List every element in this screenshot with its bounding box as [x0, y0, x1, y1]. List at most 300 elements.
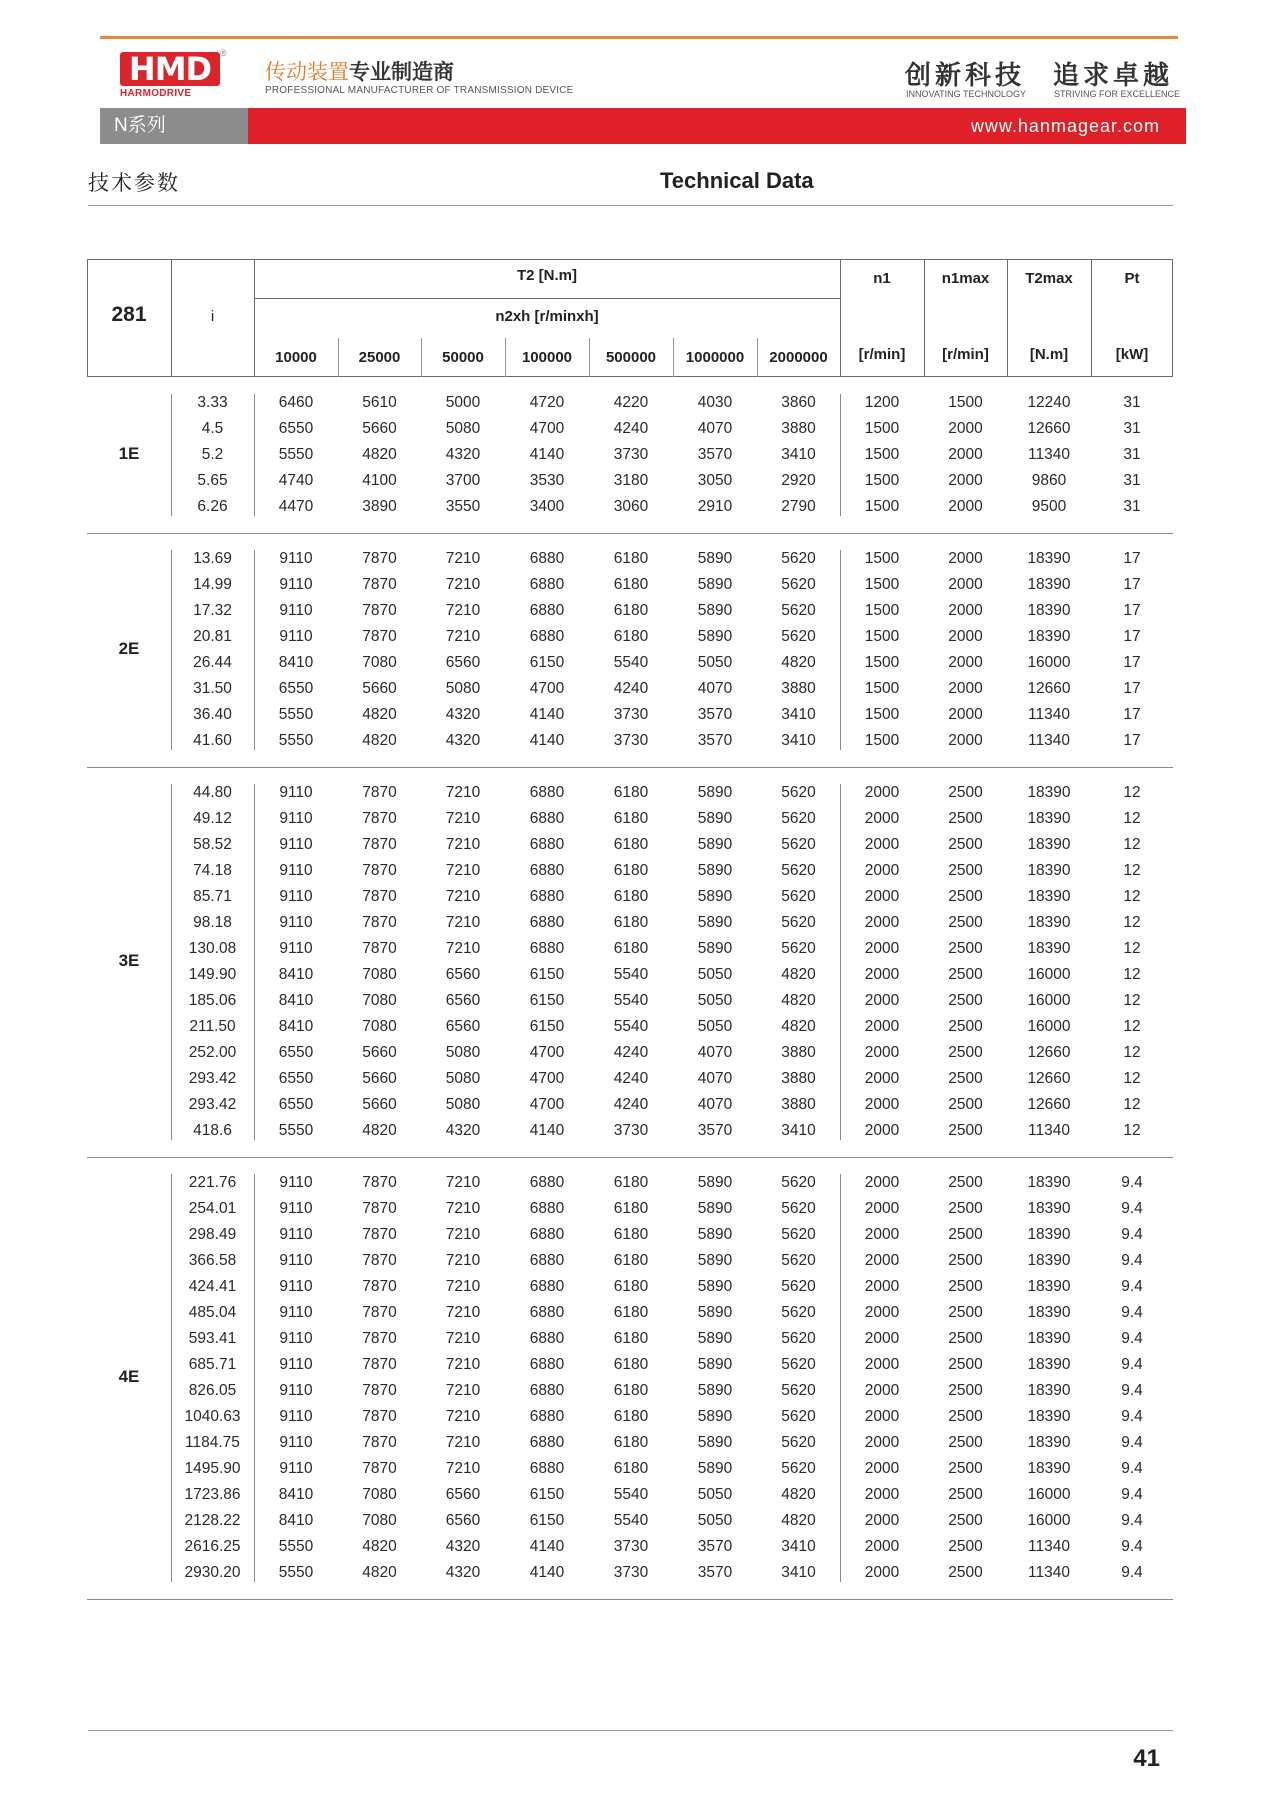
t2max-unit: [N.m] [1029, 346, 1069, 363]
value-cell: 5550 [278, 1564, 314, 1581]
value-cell: 6880 [529, 1226, 565, 1243]
group-col-divider [171, 1174, 172, 1582]
value-cell: 2500 [948, 1200, 983, 1217]
value-cell: 5050 [697, 992, 733, 1009]
value-cell: 4320 [445, 1122, 481, 1139]
value-cell: 2500 [948, 966, 983, 983]
value-cell: 6880 [529, 1200, 565, 1217]
value-cell: 5620 [781, 1200, 816, 1217]
value-cell: 6880 [529, 810, 565, 827]
value-cell: 3410 [781, 732, 816, 749]
company-logo [120, 48, 227, 100]
value-cell: 9.4 [1121, 1486, 1143, 1503]
value-cell: 2000 [864, 1486, 900, 1503]
value-cell: 2000 [864, 1512, 900, 1529]
tagline-cn-part-b: 专业制造商 [349, 61, 454, 84]
value-cell: 5550 [278, 706, 314, 723]
value-cell: 6150 [529, 654, 565, 671]
value-cell: 2500 [948, 992, 983, 1009]
value-cell: 6180 [613, 1252, 649, 1269]
value-cell: 7210 [445, 1278, 481, 1295]
ratio-cell: 1723.86 [184, 1486, 241, 1503]
ratio-cell: 2930.20 [184, 1564, 241, 1581]
group-separator [87, 533, 1173, 534]
value-cell: 3570 [697, 1538, 733, 1555]
value-cell: 16000 [1027, 992, 1071, 1009]
page-number: 41 [1133, 1745, 1160, 1772]
value-cell: 12 [1123, 992, 1141, 1009]
speed-header: 50000 [442, 349, 484, 366]
value-cell: 12 [1123, 862, 1141, 879]
value-cell: 5890 [697, 1330, 733, 1347]
ratio-cell: 4.5 [201, 420, 224, 437]
value-cell: 9.4 [1121, 1408, 1143, 1425]
value-cell: 18390 [1027, 836, 1071, 853]
value-cell: 7870 [362, 1460, 397, 1477]
value-cell: 18390 [1027, 1252, 1071, 1269]
value-cell: 4140 [529, 446, 565, 463]
value-cell: 6180 [613, 940, 649, 957]
value-cell: 2790 [781, 498, 816, 515]
value-cell: 3400 [529, 498, 565, 515]
value-cell: 9110 [279, 1460, 313, 1477]
value-cell: 2000 [864, 784, 900, 801]
value-cell: 3410 [781, 446, 816, 463]
value-cell: 5890 [697, 1252, 733, 1269]
value-cell: 9110 [279, 1304, 313, 1321]
value-cell: 6880 [529, 1278, 565, 1295]
speed-header: 10000 [275, 349, 317, 366]
value-cell: 6180 [613, 810, 649, 827]
value-cell: 2000 [864, 836, 900, 853]
value-cell: 5620 [781, 576, 816, 593]
value-cell: 7210 [445, 602, 481, 619]
value-cell: 5890 [697, 1278, 733, 1295]
ratio-cell: 26.44 [193, 654, 232, 671]
value-cell: 5080 [445, 1096, 481, 1113]
value-cell: 6880 [529, 940, 565, 957]
value-cell: 5000 [445, 394, 481, 411]
value-cell: 16000 [1027, 1512, 1071, 1529]
section-title-cn: 技术参数 [88, 172, 180, 195]
value-cell: 2500 [948, 1070, 983, 1087]
value-cell: 9110 [279, 576, 313, 593]
value-cell: 2000 [864, 1096, 900, 1113]
ratio-cell: 2616.25 [184, 1538, 241, 1555]
value-cell: 7080 [362, 992, 397, 1009]
value-cell: 6180 [613, 1278, 649, 1295]
tagline-en: PROFESSIONAL MANUFACTURER OF TRANSMISSION DEVICE [265, 85, 574, 96]
value-cell: 7210 [445, 576, 481, 593]
value-cell: 9110 [279, 888, 313, 905]
value-cell: 2000 [864, 1356, 900, 1373]
value-cell: 2500 [948, 1408, 983, 1425]
value-cell: 9110 [279, 1356, 313, 1373]
value-cell: 5620 [781, 914, 816, 931]
value-cell: 2500 [948, 914, 983, 931]
speed-header: 1000000 [685, 349, 745, 366]
value-cell: 5660 [362, 420, 397, 437]
value-cell: 6150 [529, 966, 565, 983]
value-cell: 6180 [613, 576, 649, 593]
value-cell: 2000 [864, 1460, 900, 1477]
value-cell: 7870 [362, 1356, 397, 1373]
value-cell: 7870 [362, 862, 397, 879]
group-label: 2E [118, 639, 140, 658]
value-cell: 16000 [1027, 654, 1071, 671]
ratio-cell: 130.08 [188, 940, 237, 957]
group-separator [87, 1157, 1173, 1158]
value-cell: 3570 [697, 732, 733, 749]
value-cell: 7080 [362, 1512, 397, 1529]
value-cell: 9110 [279, 810, 313, 827]
value-cell: 6560 [445, 992, 481, 1009]
value-cell: 2000 [948, 602, 983, 619]
value-cell: 2500 [948, 1486, 983, 1503]
value-cell: 2000 [864, 1564, 900, 1581]
value-cell: 7870 [362, 1226, 397, 1243]
value-cell: 5890 [697, 1304, 733, 1321]
value-cell: 6550 [278, 420, 314, 437]
value-cell: 5620 [781, 888, 816, 905]
value-cell: 7870 [362, 1330, 397, 1347]
value-cell: 6880 [529, 862, 565, 879]
value-cell: 18390 [1027, 810, 1071, 827]
value-cell: 2000 [864, 810, 900, 827]
value-cell: 6880 [529, 836, 565, 853]
value-cell: 2000 [864, 1122, 900, 1139]
value-cell: 12660 [1027, 1070, 1071, 1087]
value-cell: 6150 [529, 992, 565, 1009]
value-cell: 2500 [948, 1278, 983, 1295]
value-cell: 3050 [697, 472, 733, 489]
value-cell: 7210 [445, 1252, 481, 1269]
value-cell: 5610 [362, 394, 397, 411]
value-cell: 4030 [697, 394, 733, 411]
value-cell: 6180 [613, 1382, 649, 1399]
ratio-cell: 14.99 [193, 576, 232, 593]
ratio-cell: 252.00 [188, 1044, 237, 1061]
value-cell: 4820 [362, 1122, 397, 1139]
value-cell: 11340 [1028, 1538, 1070, 1555]
value-cell: 9.4 [1121, 1278, 1143, 1295]
value-cell: 9.4 [1121, 1330, 1143, 1347]
value-cell: 2000 [864, 1044, 900, 1061]
value-cell: 6880 [529, 1434, 565, 1451]
value-cell: 4240 [613, 1070, 649, 1087]
value-cell: 18390 [1027, 550, 1071, 567]
value-cell: 1500 [864, 680, 900, 697]
value-cell: 18390 [1027, 888, 1071, 905]
ratio-cell: 85.71 [193, 888, 232, 905]
value-cell: 18390 [1027, 1174, 1071, 1191]
value-cell: 5620 [781, 1174, 816, 1191]
value-cell: 3730 [613, 706, 649, 723]
value-cell: 9500 [1031, 498, 1067, 515]
ratio-cell: 20.81 [193, 628, 232, 645]
value-cell: 7210 [445, 1434, 481, 1451]
value-cell: 18390 [1027, 1382, 1071, 1399]
group-col-divider [840, 394, 841, 516]
value-cell: 16000 [1027, 1018, 1071, 1035]
value-cell: 6880 [529, 550, 565, 567]
value-cell: 3880 [781, 1070, 816, 1087]
value-cell: 7870 [362, 1304, 397, 1321]
slogan-innovating-cn: 创新科技 [905, 61, 1026, 91]
value-cell: 5890 [697, 1356, 733, 1373]
value-cell: 9.4 [1121, 1460, 1143, 1477]
value-cell: 11340 [1028, 446, 1070, 463]
value-cell: 4820 [362, 706, 397, 723]
value-cell: 3060 [613, 498, 649, 515]
value-cell: 2500 [948, 1564, 983, 1581]
value-cell: 6880 [529, 888, 565, 905]
value-cell: 6550 [278, 1044, 314, 1061]
ratio-cell: 298.49 [188, 1226, 237, 1243]
value-cell: 17 [1123, 680, 1141, 697]
value-cell: 2000 [864, 1018, 900, 1035]
speed-header: 25000 [358, 349, 401, 366]
value-cell: 7210 [445, 1200, 481, 1217]
value-cell: 2000 [948, 498, 983, 515]
value-cell: 7870 [362, 628, 397, 645]
value-cell: 12 [1123, 1122, 1141, 1139]
value-cell: 3550 [445, 498, 481, 515]
value-cell: 4320 [445, 706, 481, 723]
value-cell: 7210 [445, 1330, 481, 1347]
value-cell: 5890 [697, 1226, 733, 1243]
value-cell: 12660 [1027, 420, 1071, 437]
value-cell: 5660 [362, 1044, 397, 1061]
value-cell: 18390 [1027, 862, 1071, 879]
ratio-cell: 293.42 [188, 1070, 237, 1087]
value-cell: 1500 [864, 628, 900, 645]
header-t2-underline [254, 298, 840, 299]
ratio-cell: 36.40 [193, 706, 232, 723]
value-cell: 6880 [529, 1460, 565, 1477]
n1-header: n1 [873, 270, 891, 287]
value-cell: 31 [1123, 472, 1141, 489]
logo-wordmark: HARMODRIVE [120, 88, 192, 99]
value-cell: 2500 [948, 1330, 983, 1347]
value-cell: 6880 [529, 1356, 565, 1373]
value-cell: 9110 [279, 1200, 313, 1217]
tagline-cn-part-a: 传动装置 [265, 61, 349, 84]
value-cell: 2500 [948, 888, 983, 905]
value-cell: 2000 [864, 1434, 900, 1451]
value-cell: 2000 [864, 1226, 900, 1243]
value-cell: 1500 [864, 472, 900, 489]
value-cell: 12660 [1027, 1096, 1071, 1113]
series-label: N系列 [100, 108, 248, 144]
value-cell: 12240 [1027, 394, 1071, 411]
group-label: 4E [118, 1367, 140, 1386]
value-cell: 6180 [613, 1174, 649, 1191]
value-cell: 5540 [613, 966, 649, 983]
value-cell: 17 [1123, 654, 1141, 671]
value-cell: 7870 [362, 1252, 397, 1269]
value-cell: 2000 [948, 446, 983, 463]
value-cell: 1500 [864, 420, 900, 437]
value-cell: 8410 [278, 1018, 314, 1035]
group-col-divider [171, 784, 172, 1140]
value-cell: 6180 [613, 1200, 649, 1217]
group-separator [87, 1599, 1173, 1600]
value-cell: 2000 [864, 1538, 900, 1555]
value-cell: 5890 [697, 576, 733, 593]
value-cell: 16000 [1027, 1486, 1071, 1503]
ratio-cell: 44.80 [193, 784, 232, 801]
value-cell: 2000 [864, 1278, 900, 1295]
value-cell: 5890 [697, 1434, 733, 1451]
ratio-cell: 1495.90 [184, 1460, 241, 1477]
value-cell: 4240 [613, 1096, 649, 1113]
value-cell: 4240 [613, 1044, 649, 1061]
value-cell: 1200 [864, 394, 900, 411]
value-cell: 3570 [697, 1122, 733, 1139]
value-cell: 8410 [278, 1486, 314, 1503]
value-cell: 7210 [445, 550, 481, 567]
value-cell: 17 [1123, 550, 1141, 567]
value-cell: 4820 [781, 1512, 816, 1529]
value-cell: 2500 [948, 1044, 983, 1061]
value-cell: 6560 [445, 1512, 481, 1529]
value-cell: 5620 [781, 1356, 816, 1373]
pt-header: Pt [1124, 270, 1140, 287]
value-cell: 5620 [781, 1226, 816, 1243]
value-cell: 5890 [697, 888, 733, 905]
value-cell: 5890 [697, 602, 733, 619]
group-label: 3E [118, 951, 140, 970]
ratio-cell: 826.05 [188, 1382, 237, 1399]
value-cell: 6880 [529, 784, 565, 801]
value-cell: 2500 [948, 810, 983, 827]
value-cell: 4240 [613, 420, 649, 437]
ratio-cell: 5.2 [201, 446, 224, 463]
value-cell: 2500 [948, 940, 983, 957]
ratio-header: i [210, 308, 215, 325]
value-cell: 5890 [697, 1460, 733, 1477]
value-cell: 7210 [445, 1174, 481, 1191]
n1-unit: [r/min] [858, 346, 906, 363]
value-cell: 5540 [613, 1512, 649, 1529]
value-cell: 5890 [697, 940, 733, 957]
value-cell: 9110 [279, 1278, 313, 1295]
value-cell: 3880 [781, 1096, 816, 1113]
value-cell: 4070 [697, 1044, 733, 1061]
value-cell: 2000 [864, 1200, 900, 1217]
value-cell: 31 [1123, 420, 1141, 437]
value-cell: 5540 [613, 654, 649, 671]
value-cell: 11340 [1028, 732, 1070, 749]
value-cell: 5890 [697, 784, 733, 801]
value-cell: 7080 [362, 1018, 397, 1035]
value-cell: 3410 [781, 1538, 816, 1555]
value-cell: 9.4 [1121, 1382, 1143, 1399]
value-cell: 5620 [781, 1460, 816, 1477]
value-cell: 2500 [948, 1018, 983, 1035]
value-cell: 5620 [781, 628, 816, 645]
value-cell: 6880 [529, 1252, 565, 1269]
value-cell: 18390 [1027, 1408, 1071, 1425]
value-cell: 6880 [529, 628, 565, 645]
value-cell: 1500 [864, 550, 900, 567]
value-cell: 7870 [362, 940, 397, 957]
value-cell: 16000 [1027, 966, 1071, 983]
value-cell: 12660 [1027, 1044, 1071, 1061]
value-cell: 18390 [1027, 784, 1071, 801]
value-cell: 7210 [445, 862, 481, 879]
ratio-cell: 185.06 [188, 992, 237, 1009]
ratio-cell: 149.90 [188, 966, 237, 983]
value-cell: 3570 [697, 1564, 733, 1581]
value-cell: 4220 [613, 394, 649, 411]
value-cell: 18390 [1027, 914, 1071, 931]
value-cell: 4700 [529, 1044, 565, 1061]
value-cell: 9110 [279, 784, 313, 801]
value-cell: 7210 [445, 628, 481, 645]
value-cell: 6880 [529, 914, 565, 931]
value-cell: 5660 [362, 680, 397, 697]
value-cell: 7210 [445, 1226, 481, 1243]
value-cell: 6880 [529, 1330, 565, 1347]
group-col-divider [171, 394, 172, 516]
registered-mark: ® [220, 48, 227, 58]
website-url[interactable]: www.hanmagear.com [248, 108, 1186, 144]
value-cell: 7080 [362, 1486, 397, 1503]
value-cell: 5050 [697, 1512, 733, 1529]
group-col-divider [254, 550, 255, 750]
value-cell: 9110 [279, 1382, 313, 1399]
value-cell: 2500 [948, 1460, 983, 1477]
value-cell: 2500 [948, 1512, 983, 1529]
value-cell: 6150 [529, 1486, 565, 1503]
value-cell: 7870 [362, 576, 397, 593]
value-cell: 7870 [362, 836, 397, 853]
value-cell: 2500 [948, 836, 983, 853]
value-cell: 11340 [1028, 706, 1070, 723]
value-cell: 12 [1123, 1070, 1141, 1087]
value-cell: 5620 [781, 1278, 816, 1295]
value-cell: 7210 [445, 1356, 481, 1373]
value-cell: 2000 [864, 888, 900, 905]
group-separator [87, 767, 1173, 768]
pt-unit: [kW] [1115, 346, 1149, 363]
ratio-cell: 221.76 [188, 1174, 237, 1191]
value-cell: 6880 [529, 1174, 565, 1191]
ratio-cell: 485.04 [188, 1304, 237, 1321]
value-cell: 11340 [1028, 1564, 1070, 1581]
value-cell: 12 [1123, 810, 1141, 827]
value-cell: 4720 [529, 394, 565, 411]
value-cell: 2500 [948, 1122, 983, 1139]
value-cell: 5080 [445, 1070, 481, 1087]
value-cell: 1500 [864, 654, 900, 671]
value-cell: 7210 [445, 810, 481, 827]
value-cell: 7210 [445, 914, 481, 931]
value-cell: 6180 [613, 1226, 649, 1243]
value-cell: 2000 [864, 1252, 900, 1269]
value-cell: 4820 [781, 992, 816, 1009]
value-cell: 5080 [445, 680, 481, 697]
value-cell: 5050 [697, 654, 733, 671]
value-cell: 18390 [1027, 1356, 1071, 1373]
value-cell: 12 [1123, 1018, 1141, 1035]
value-cell: 6550 [278, 680, 314, 697]
value-cell: 2000 [864, 1304, 900, 1321]
value-cell: 5620 [781, 836, 816, 853]
value-cell: 5620 [781, 784, 816, 801]
